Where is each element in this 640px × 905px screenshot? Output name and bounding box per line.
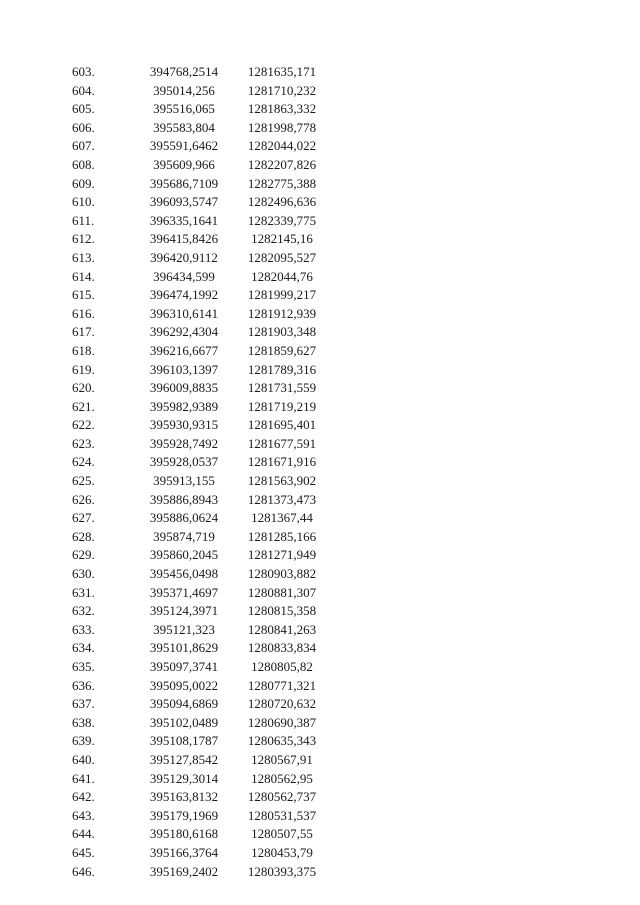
x-coordinate: 395686,7109 <box>149 175 219 191</box>
y-coordinate: 1281677,591 <box>247 435 317 451</box>
point-number: 616. <box>72 305 95 321</box>
x-coordinate: 396093,5747 <box>149 194 219 210</box>
point-number: 637. <box>72 696 95 712</box>
point-number: 625. <box>72 473 95 489</box>
table-row <box>72 268 352 287</box>
x-coordinate: 395886,8943 <box>149 491 219 507</box>
x-coordinate: 395095,0022 <box>149 677 219 693</box>
point-number: 640. <box>72 751 95 767</box>
x-coordinate: 396103,1397 <box>149 361 219 377</box>
point-number: 606. <box>72 119 95 135</box>
table-row <box>72 732 352 751</box>
table-row <box>72 230 352 249</box>
y-coordinate: 1281695,401 <box>247 417 317 433</box>
x-coordinate: 395371,4697 <box>149 584 219 600</box>
x-coordinate: 395928,0537 <box>149 454 219 470</box>
y-coordinate: 1282095,527 <box>247 249 317 265</box>
x-coordinate: 396420,9112 <box>150 249 218 265</box>
x-coordinate: 396310,6141 <box>149 305 219 321</box>
y-coordinate: 1280393,375 <box>247 863 317 879</box>
y-coordinate: 1281671,916 <box>247 454 317 470</box>
y-coordinate: 1281563,902 <box>247 473 317 489</box>
table-row <box>72 323 352 342</box>
table-row <box>72 82 352 101</box>
point-number: 626. <box>72 491 95 507</box>
x-coordinate: 395609,966 <box>153 156 215 172</box>
table-row <box>72 212 352 231</box>
y-coordinate: 1281285,166 <box>247 528 317 544</box>
x-coordinate: 396415,8426 <box>149 231 219 247</box>
table-row <box>72 100 352 119</box>
point-number: 622. <box>72 417 95 433</box>
coordinate-table <box>72 63 352 881</box>
y-coordinate: 1281903,348 <box>247 324 317 340</box>
point-number: 629. <box>72 547 95 563</box>
y-coordinate: 1281367,44 <box>251 510 313 526</box>
table-row <box>72 825 352 844</box>
point-number: 617. <box>72 324 95 340</box>
y-coordinate: 1280453,79 <box>251 844 313 860</box>
x-coordinate: 395928,7492 <box>149 435 219 451</box>
y-coordinate: 1282775,388 <box>247 175 317 191</box>
x-coordinate: 395097,3741 <box>149 659 219 674</box>
table-row <box>72 305 352 324</box>
table-row <box>72 249 352 268</box>
table-row <box>72 491 352 510</box>
y-coordinate: 1280562,737 <box>247 789 317 805</box>
table-row <box>72 788 352 807</box>
x-coordinate: 395874,719 <box>153 528 215 544</box>
x-coordinate: 396009,8835 <box>149 380 219 396</box>
y-coordinate: 1281635,171 <box>247 64 317 79</box>
x-coordinate: 395124,3971 <box>149 603 219 619</box>
x-coordinate: 396434,599 <box>153 268 215 284</box>
y-coordinate: 1281373,473 <box>247 491 317 507</box>
point-number: 639. <box>72 733 95 749</box>
x-coordinate: 395913,155 <box>153 473 215 489</box>
x-coordinate: 394768,2514 <box>149 64 219 79</box>
point-number: 636. <box>72 677 95 693</box>
point-number: 645. <box>72 844 95 860</box>
x-coordinate: 396216,6677 <box>149 342 219 358</box>
x-coordinate: 395121,323 <box>153 621 215 637</box>
y-coordinate: 1282339,775 <box>247 212 317 228</box>
table-row <box>72 342 352 361</box>
table-row <box>72 286 352 305</box>
y-coordinate: 1281863,332 <box>247 101 317 117</box>
y-coordinate: 1281789,316 <box>247 361 317 377</box>
y-coordinate: 1280833,834 <box>247 640 317 656</box>
x-coordinate: 395982,9389 <box>149 398 219 414</box>
y-coordinate: 1281719,219 <box>247 398 317 414</box>
table-row <box>72 844 352 863</box>
y-coordinate: 1280881,307 <box>247 584 317 600</box>
point-number: 610. <box>72 194 95 210</box>
table-row <box>72 546 352 565</box>
table-row <box>72 807 352 826</box>
table-row <box>72 398 352 417</box>
point-number: 646. <box>72 863 95 879</box>
point-number: 644. <box>72 826 95 842</box>
point-number: 609. <box>72 175 95 191</box>
point-number: 611. <box>72 212 95 228</box>
y-coordinate: 1281271,949 <box>247 547 317 563</box>
table-row <box>72 639 352 658</box>
x-coordinate: 395516,065 <box>153 101 215 117</box>
point-number: 643. <box>72 807 95 823</box>
y-coordinate: 1280567,91 <box>251 751 313 767</box>
y-coordinate: 1280841,263 <box>247 621 317 637</box>
x-coordinate: 395169,2402 <box>149 863 219 879</box>
y-coordinate: 1280805,82 <box>251 659 313 674</box>
y-coordinate: 1282145,16 <box>251 231 313 247</box>
x-coordinate: 395094,6869 <box>149 696 219 712</box>
table-row <box>72 137 352 156</box>
point-number: 628. <box>72 528 95 544</box>
y-coordinate: 1280903,882 <box>247 566 317 582</box>
y-coordinate: 1280635,343 <box>247 733 317 749</box>
point-number: 613. <box>72 249 95 265</box>
x-coordinate: 395886,0624 <box>149 510 219 526</box>
table-row <box>72 658 352 677</box>
y-coordinate: 1280531,537 <box>247 807 317 823</box>
x-coordinate: 395014,256 <box>153 82 215 98</box>
y-coordinate: 1282044,76 <box>251 268 313 284</box>
point-number: 618. <box>72 342 95 358</box>
point-number: 638. <box>72 714 95 730</box>
x-coordinate: 395591,6462 <box>149 138 219 154</box>
point-number: 604. <box>72 82 95 98</box>
table-row <box>72 751 352 770</box>
table-row <box>72 528 352 547</box>
point-number: 605. <box>72 101 95 117</box>
y-coordinate: 1282496,636 <box>247 194 317 210</box>
point-number: 614. <box>72 268 95 284</box>
y-coordinate: 1280562,95 <box>251 770 313 786</box>
table-row <box>72 602 352 621</box>
x-coordinate: 395930,9315 <box>149 417 219 433</box>
point-number: 620. <box>72 380 95 396</box>
table-row <box>72 621 352 640</box>
table-row <box>72 863 352 882</box>
x-coordinate: 395179,1969 <box>149 807 219 823</box>
point-number: 632. <box>72 603 95 619</box>
point-number: 627. <box>72 510 95 526</box>
table-row <box>72 509 352 528</box>
table-row <box>72 714 352 733</box>
point-number: 608. <box>72 156 95 172</box>
point-number: 630. <box>72 566 95 582</box>
point-number: 642. <box>72 789 95 805</box>
y-coordinate: 1281912,939 <box>247 305 317 321</box>
point-number: 624. <box>72 454 95 470</box>
x-coordinate: 395860,2045 <box>149 547 219 563</box>
point-number: 631. <box>72 584 95 600</box>
point-number: 634. <box>72 640 95 656</box>
table-row <box>72 416 352 435</box>
point-number: 615. <box>72 287 95 303</box>
y-coordinate: 1281710,232 <box>247 82 317 98</box>
table-row <box>72 63 352 82</box>
point-number: 612. <box>72 231 95 247</box>
point-number: 623. <box>72 435 95 451</box>
y-coordinate: 1281859,627 <box>247 342 317 358</box>
x-coordinate: 395108,1787 <box>149 733 219 749</box>
table-row <box>72 453 352 472</box>
y-coordinate: 1280690,387 <box>247 714 317 730</box>
point-number: 603. <box>72 64 95 79</box>
table-row <box>72 435 352 454</box>
table-row <box>72 379 352 398</box>
point-number: 621. <box>72 398 95 414</box>
point-number: 633. <box>72 621 95 637</box>
table-row <box>72 584 352 603</box>
x-coordinate: 395101,8629 <box>149 640 219 656</box>
table-row <box>72 677 352 696</box>
table-row <box>72 175 352 194</box>
table-row <box>72 695 352 714</box>
x-coordinate: 395180,6168 <box>149 826 219 842</box>
y-coordinate: 1280815,358 <box>247 603 317 619</box>
x-coordinate: 396335,1641 <box>149 212 219 228</box>
point-number: 641. <box>72 770 95 786</box>
table-row <box>72 472 352 491</box>
table-row <box>72 156 352 175</box>
x-coordinate: 396292,4304 <box>149 324 219 340</box>
y-coordinate: 1280720,632 <box>247 696 317 712</box>
x-coordinate: 395127,8542 <box>149 751 219 767</box>
y-coordinate: 1281998,778 <box>247 119 317 135</box>
y-coordinate: 1282207,826 <box>247 156 317 172</box>
x-coordinate: 395583,804 <box>153 119 215 135</box>
y-coordinate: 1281999,217 <box>247 287 317 303</box>
x-coordinate: 395102,0489 <box>149 714 219 730</box>
table-row <box>72 119 352 138</box>
table-row <box>72 361 352 380</box>
point-number: 635. <box>72 659 95 674</box>
table-row <box>72 565 352 584</box>
x-coordinate: 395166,3764 <box>149 844 219 860</box>
x-coordinate: 395129,3014 <box>149 770 219 786</box>
y-coordinate: 1280507,55 <box>251 826 313 842</box>
point-number: 619. <box>72 361 95 377</box>
y-coordinate: 1282044,022 <box>247 138 317 154</box>
y-coordinate: 1281731,559 <box>247 380 317 396</box>
x-coordinate: 395456,0498 <box>149 566 219 582</box>
table-row <box>72 770 352 789</box>
y-coordinate: 1280771,321 <box>247 677 317 693</box>
x-coordinate: 396474,1992 <box>149 287 219 303</box>
x-coordinate: 395163,8132 <box>149 789 219 805</box>
table-row <box>72 193 352 212</box>
point-number: 607. <box>72 138 95 154</box>
